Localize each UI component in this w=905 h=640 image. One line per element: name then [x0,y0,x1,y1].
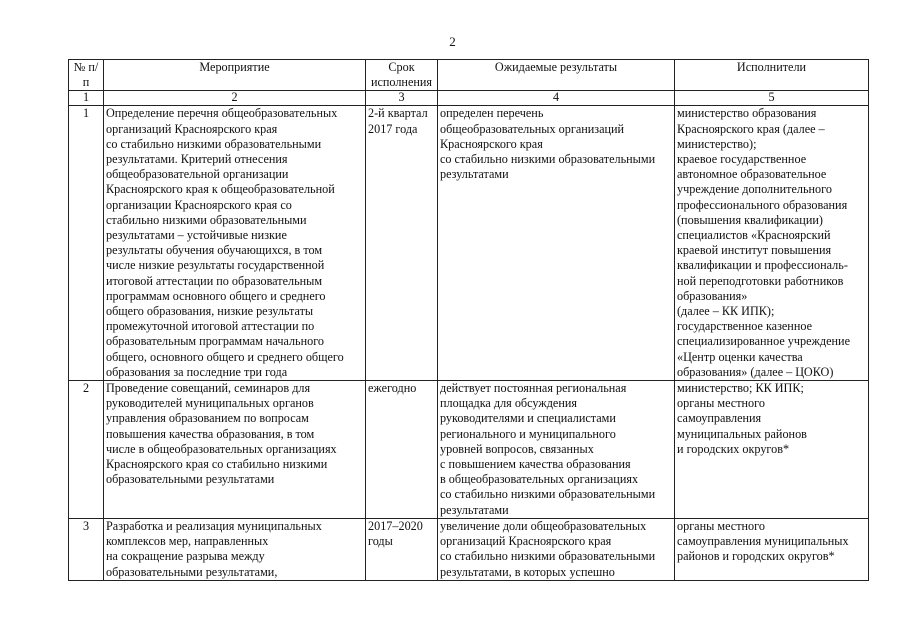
header-measure: Мероприятие [104,60,366,91]
row-index: 2 [69,381,104,519]
deadline-cell: 2-й квартал 2017 года [366,106,438,381]
column-number-row [69,91,869,106]
deadline-cell: 2017–2020 годы [366,518,438,580]
measure-cell: Определение перечня общеобразовательных организаций Красноярского края со стабильно низкими образовательными результатами. Критерий отнесения общеобразовательной организации Красноярского края к общеобразовательной организации Красноярского края со стабильно низкими образовательными результатами – устойчивые низкие результаты обучения обучающихся, в том числе низкие результаты государственной итоговой аттестации по образовательным программам основного общего и среднего общего образования, низкие результаты промежуточной итоговой аттестации по образовательным программам начального общего, основного общего и среднего общего образования за последние три года [104,106,366,381]
table-row [69,518,869,580]
row-index: 3 [69,518,104,580]
results-cell: увеличение доли общеобразовательных организаций Красноярского края со стабильно низкими образовательными результатами, в которых успешно [438,518,675,580]
header-number: № п/п [69,60,104,91]
measures-table [68,59,869,581]
measure-cell: Разработка и реализация муниципальных комплексов мер, направленных на сокращение разрыва между образовательными результатами, [104,518,366,580]
header-deadline: Срок исполнения [366,60,438,91]
results-cell: действует постоянная региональная площадка для обсуждения руководителями и специалистами регионального и муниципального уровней вопросов, связанных с повышением качества образования в общеобразовательных организациях со стабильно низкими образовательными результатами [438,381,675,519]
table-row [69,381,869,519]
executors-cell: органы местного самоуправления муниципальных районов и городских округов* [675,518,869,580]
header-results: Ожидаемые результаты [438,60,675,91]
column-number: 2 [104,91,366,106]
page-number: 2 [449,34,456,49]
column-number: 5 [675,91,869,106]
table-header-row [69,60,869,91]
column-number: 1 [69,91,104,106]
column-number: 3 [366,91,438,106]
table-row [69,106,869,381]
results-cell: определен перечень общеобразовательных организаций Красноярского края со стабильно низкими образовательными результатами [438,106,675,381]
measure-cell: Проведение совещаний, семинаров для руководителей муниципальных органов управления образованием по вопросам повышения качества образования, в том числе в общеобразовательных организациях Красноярского края со стабильно низкими образовательными результатами [104,381,366,519]
deadline-cell: ежегодно [366,381,438,519]
executors-cell: министерство образования Красноярского края (далее – министерство); краевое государственное автономное образовательное учреждение дополнительного профессионального образования (повышения квалификации) специалистов «Красноярский краевой институт повышения квалификации и профессиональ- ной переподготовки работников образования» (далее – КК ИПК); государственное казенное специализированное учреждение «Центр оценки качества образования» (далее – ЦОКО) [675,106,869,381]
row-index: 1 [69,106,104,381]
header-executors: Исполнители [675,60,869,91]
column-number: 4 [438,91,675,106]
executors-cell: министерство; КК ИПК; органы местного самоуправления муниципальных районов и городских округов* [675,381,869,519]
